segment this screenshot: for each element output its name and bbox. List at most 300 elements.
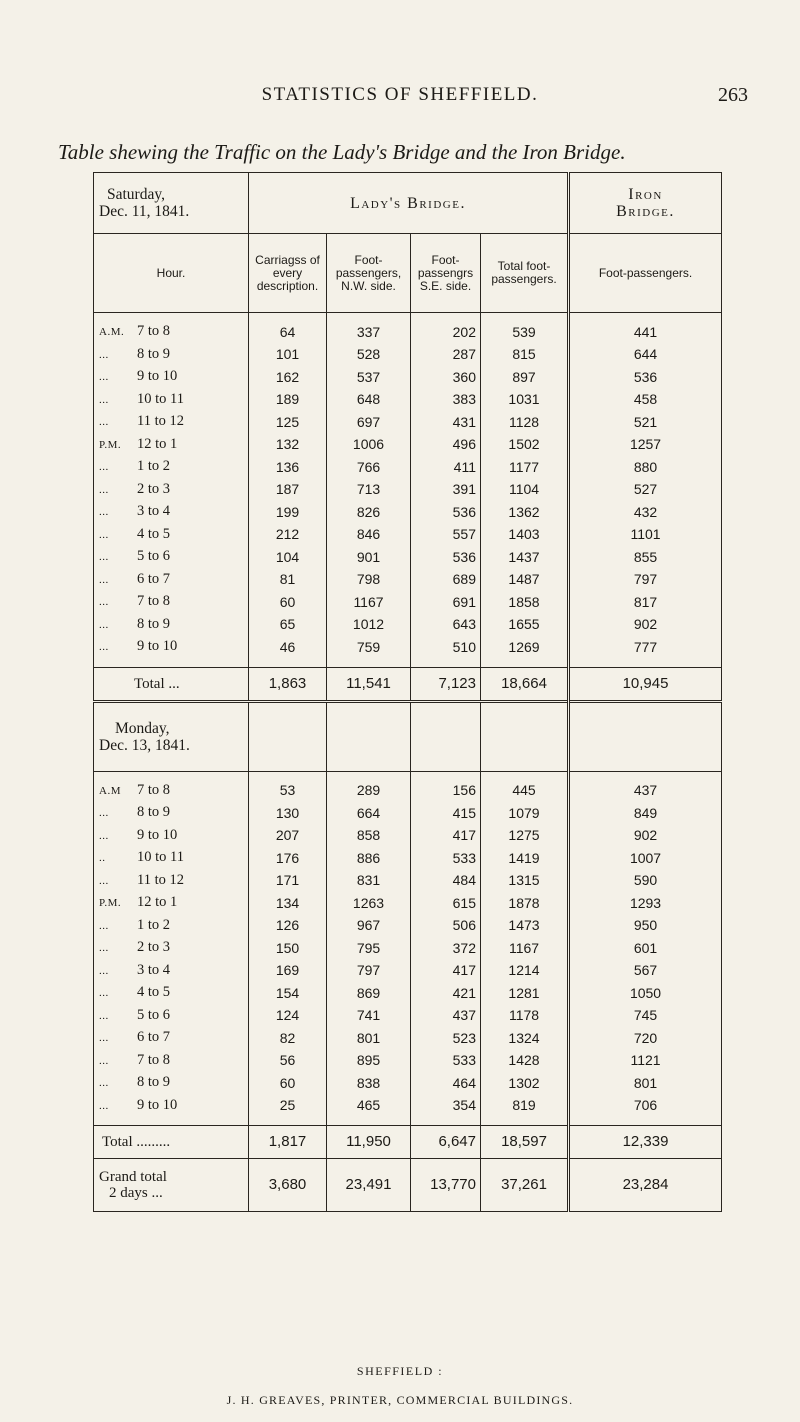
total-foot-cell: 1315 bbox=[481, 870, 569, 893]
hour-range: 3 to 4 bbox=[137, 961, 171, 978]
carriages-cell: 187 bbox=[249, 479, 327, 502]
carriages-cell: 169 bbox=[249, 960, 327, 983]
meridiem-label: ... bbox=[99, 1077, 109, 1089]
hour-cell bbox=[94, 501, 249, 524]
foot-se-cell: 536 bbox=[411, 501, 481, 524]
foot-se-cell: 523 bbox=[411, 1027, 481, 1050]
foot-nw-cell: 797 bbox=[327, 960, 411, 983]
total-iron-foot: 10,945 bbox=[569, 667, 722, 701]
foot-nw-cell: 886 bbox=[327, 847, 411, 870]
total-foot-cell: 897 bbox=[481, 366, 569, 389]
foot-se-cell: 156 bbox=[411, 780, 481, 803]
total-foot-cell: 1177 bbox=[481, 456, 569, 479]
meridiem-label: ... bbox=[99, 506, 109, 518]
table-row bbox=[94, 847, 722, 870]
total-foot-cell: 1031 bbox=[481, 389, 569, 412]
saturday-title-line1: Saturday, bbox=[107, 186, 165, 203]
total-total-foot: 18,664 bbox=[481, 667, 569, 701]
carriages-cell: 176 bbox=[249, 847, 327, 870]
total-foot-cell: 1419 bbox=[481, 847, 569, 870]
foot-nw-cell: 1012 bbox=[327, 614, 411, 637]
table-row bbox=[94, 825, 722, 848]
carriages-cell: 56 bbox=[249, 1050, 327, 1073]
hour-cell bbox=[94, 524, 249, 547]
carriages-cell: 82 bbox=[249, 1027, 327, 1050]
carriages-cell: 60 bbox=[249, 1072, 327, 1095]
grand-carriages: 3,680 bbox=[249, 1159, 327, 1212]
hour-range: 9 to 10 bbox=[137, 368, 178, 384]
foot-nw-cell: 869 bbox=[327, 982, 411, 1005]
hour-cell bbox=[94, 847, 249, 870]
hour-cell bbox=[94, 389, 249, 412]
carriages-cell: 162 bbox=[249, 366, 327, 389]
total-carriages: 1,863 bbox=[249, 667, 327, 701]
spacer-cell bbox=[569, 1117, 722, 1126]
carriages-cell: 81 bbox=[249, 569, 327, 592]
total-foot-cell: 1437 bbox=[481, 546, 569, 569]
foot-se-cell: 417 bbox=[411, 960, 481, 983]
foot-nw-cell: 967 bbox=[327, 915, 411, 938]
iron-foot-cell: 644 bbox=[569, 344, 722, 367]
table-row bbox=[94, 636, 722, 659]
carriages-cell: 104 bbox=[249, 546, 327, 569]
meridiem-label: ... bbox=[99, 483, 109, 496]
hour-range: 7 to 8 bbox=[137, 1051, 171, 1068]
running-title: STATISTICS OF SHEFFIELD. bbox=[261, 84, 539, 105]
foot-se-cell: 536 bbox=[411, 546, 481, 569]
table-caption: Table shewing the Traffic on the Lady's Bridge and the Iron Bridge. bbox=[58, 140, 626, 164]
total-foot-cell: 1281 bbox=[481, 982, 569, 1005]
table-row bbox=[94, 569, 722, 592]
iron-foot-cell: 536 bbox=[569, 366, 722, 389]
hour-cell bbox=[94, 937, 249, 960]
total-foot-cell: 1178 bbox=[481, 1005, 569, 1028]
hour-cell bbox=[94, 1027, 249, 1050]
hour-cell bbox=[94, 780, 249, 803]
spacer-cell bbox=[411, 771, 481, 780]
table-row bbox=[94, 344, 722, 367]
col-iron-foot: Foot-passengers. bbox=[569, 234, 722, 313]
foot-nw-cell: 759 bbox=[327, 636, 411, 659]
foot-se-cell: 506 bbox=[411, 915, 481, 938]
iron-foot-cell: 902 bbox=[569, 614, 722, 637]
foot-nw-cell: 831 bbox=[327, 870, 411, 893]
table-row bbox=[94, 1005, 722, 1028]
meridiem-label: ... bbox=[99, 874, 109, 887]
foot-nw-cell: 1167 bbox=[327, 591, 411, 614]
iron-foot-cell: 817 bbox=[569, 591, 722, 614]
hour-cell bbox=[94, 825, 249, 848]
hour-cell bbox=[94, 344, 249, 367]
foot-se-cell: 287 bbox=[411, 344, 481, 367]
spacer-cell bbox=[481, 1117, 569, 1126]
meridiem-label: A.M bbox=[99, 784, 121, 797]
foot-nw-cell: 537 bbox=[327, 366, 411, 389]
hour-cell bbox=[94, 636, 249, 659]
hour-range: 9 to 10 bbox=[137, 1096, 178, 1113]
total-foot-cell: 1269 bbox=[481, 636, 569, 659]
carriages-cell: 64 bbox=[249, 321, 327, 344]
iron-foot-cell: 567 bbox=[569, 960, 722, 983]
total-foot-cell: 819 bbox=[481, 1095, 569, 1118]
meridiem-label: ... bbox=[99, 528, 109, 541]
total-foot-se: 6,647 bbox=[411, 1126, 481, 1159]
hour-range: 6 to 7 bbox=[137, 1029, 171, 1045]
foot-se-cell: 202 bbox=[411, 321, 481, 344]
hour-range: 8 to 9 bbox=[137, 1074, 171, 1090]
monday-title bbox=[94, 701, 249, 771]
meridiem-label: ... bbox=[99, 461, 109, 473]
table-row bbox=[94, 501, 722, 524]
total-foot-cell: 1502 bbox=[481, 434, 569, 457]
total-foot-cell: 1655 bbox=[481, 614, 569, 637]
foot-se-cell: 615 bbox=[411, 892, 481, 915]
total-foot-cell: 1403 bbox=[481, 524, 569, 547]
total-foot-cell: 1214 bbox=[481, 960, 569, 983]
foot-se-cell: 391 bbox=[411, 479, 481, 502]
foot-nw-cell: 648 bbox=[327, 389, 411, 412]
hour-cell bbox=[94, 1005, 249, 1028]
meridiem-label: ... bbox=[99, 596, 109, 608]
carriages-cell: 124 bbox=[249, 1005, 327, 1028]
hour-range: 7 to 8 bbox=[137, 781, 171, 798]
spacer-row bbox=[94, 313, 722, 322]
saturday-header-row bbox=[94, 173, 722, 234]
col-carriages: Carriagss of every description. bbox=[249, 234, 327, 313]
spacer-cell bbox=[249, 771, 327, 780]
col-hour: Hour. bbox=[94, 234, 249, 313]
table-row bbox=[94, 1027, 722, 1050]
table-row bbox=[94, 546, 722, 569]
hour-range: 11 to 12 bbox=[137, 413, 184, 429]
total-foot-cell: 1878 bbox=[481, 892, 569, 915]
empty-header-cell bbox=[569, 701, 722, 771]
iron-foot-cell: 777 bbox=[569, 636, 722, 659]
foot-nw-cell: 858 bbox=[327, 825, 411, 848]
foot-se-cell: 360 bbox=[411, 366, 481, 389]
table-row bbox=[94, 937, 722, 960]
foot-se-cell: 417 bbox=[411, 825, 481, 848]
carriages-cell: 101 bbox=[249, 344, 327, 367]
meridiem-label: .. bbox=[99, 852, 106, 864]
meridiem-label: ... bbox=[99, 1032, 109, 1044]
hour-range: 12 to 1 bbox=[137, 894, 178, 910]
spacer-row bbox=[94, 659, 722, 668]
total-total-foot: 18,597 bbox=[481, 1126, 569, 1159]
table-row bbox=[94, 1050, 722, 1073]
table-row bbox=[94, 389, 722, 412]
hour-cell bbox=[94, 1050, 249, 1073]
hour-cell bbox=[94, 434, 249, 457]
meridiem-label: ... bbox=[99, 393, 109, 406]
foot-se-cell: 689 bbox=[411, 569, 481, 592]
spacer-cell bbox=[411, 1117, 481, 1126]
foot-se-cell: 411 bbox=[411, 456, 481, 479]
hour-range: 8 to 9 bbox=[137, 804, 171, 820]
hour-cell bbox=[94, 892, 249, 915]
hour-cell bbox=[94, 479, 249, 502]
table-row bbox=[94, 982, 722, 1005]
carriages-cell: 207 bbox=[249, 825, 327, 848]
hour-cell bbox=[94, 366, 249, 389]
foot-se-cell: 421 bbox=[411, 982, 481, 1005]
iron-foot-cell: 1007 bbox=[569, 847, 722, 870]
iron-foot-cell: 745 bbox=[569, 1005, 722, 1028]
iron-foot-cell: 1101 bbox=[569, 524, 722, 547]
foot-se-cell: 533 bbox=[411, 1050, 481, 1073]
carriages-cell: 125 bbox=[249, 411, 327, 434]
hour-range: 4 to 5 bbox=[137, 984, 171, 1000]
foot-nw-cell: 846 bbox=[327, 524, 411, 547]
meridiem-label: ... bbox=[99, 919, 109, 932]
iron-foot-cell: 432 bbox=[569, 501, 722, 524]
foot-se-cell: 533 bbox=[411, 847, 481, 870]
carriages-cell: 132 bbox=[249, 434, 327, 457]
foot-se-cell: 691 bbox=[411, 591, 481, 614]
foot-se-cell: 354 bbox=[411, 1095, 481, 1118]
meridiem-label: ... bbox=[99, 641, 109, 653]
table-row bbox=[94, 1095, 722, 1118]
iron-foot-cell: 720 bbox=[569, 1027, 722, 1050]
total-foot-cell: 1428 bbox=[481, 1050, 569, 1073]
foot-nw-cell: 766 bbox=[327, 456, 411, 479]
column-header-row bbox=[94, 234, 722, 313]
grand-total-foot: 37,261 bbox=[481, 1159, 569, 1212]
iron-foot-cell: 590 bbox=[569, 870, 722, 893]
empty-header-cell bbox=[411, 701, 481, 771]
iron-foot-cell: 437 bbox=[569, 780, 722, 803]
grand-total-label-line1: Grand total bbox=[99, 1169, 167, 1185]
meridiem-label: ... bbox=[99, 371, 109, 383]
foot-nw-cell: 741 bbox=[327, 1005, 411, 1028]
foot-se-cell: 372 bbox=[411, 937, 481, 960]
foot-nw-cell: 1006 bbox=[327, 434, 411, 457]
hour-range: 7 to 8 bbox=[137, 323, 171, 339]
table-row bbox=[94, 892, 722, 915]
foot-se-cell: 557 bbox=[411, 524, 481, 547]
foot-nw-cell: 289 bbox=[327, 780, 411, 803]
carriages-cell: 199 bbox=[249, 501, 327, 524]
total-foot-cell: 1487 bbox=[481, 569, 569, 592]
iron-foot-cell: 1293 bbox=[569, 892, 722, 915]
hour-range: 10 to 11 bbox=[137, 849, 184, 865]
grand-total-label bbox=[94, 1159, 249, 1212]
carriages-cell: 189 bbox=[249, 389, 327, 412]
col-foot-se: Foot-passengrs S.E. side. bbox=[411, 234, 481, 313]
total-foot-cell: 1858 bbox=[481, 591, 569, 614]
hour-range: 8 to 9 bbox=[137, 345, 171, 362]
iron-bridge-line1: Iron bbox=[628, 186, 663, 203]
table-row bbox=[94, 366, 722, 389]
total-foot-cell: 1167 bbox=[481, 937, 569, 960]
total-iron-foot: 12,339 bbox=[569, 1126, 722, 1159]
hour-range: 11 to 12 bbox=[137, 871, 184, 888]
total-foot-nw: 11,950 bbox=[327, 1126, 411, 1159]
meridiem-label: ... bbox=[99, 942, 109, 954]
total-foot-cell: 1302 bbox=[481, 1072, 569, 1095]
empty-header-cell bbox=[327, 701, 411, 771]
hour-cell bbox=[94, 411, 249, 434]
carriages-cell: 46 bbox=[249, 636, 327, 659]
hour-range: 7 to 8 bbox=[137, 593, 171, 609]
foot-se-cell: 431 bbox=[411, 411, 481, 434]
spacer-cell bbox=[411, 659, 481, 668]
hour-range: 9 to 10 bbox=[137, 826, 178, 843]
spacer-cell bbox=[94, 771, 249, 780]
hour-range: 12 to 1 bbox=[137, 435, 178, 452]
hour-cell bbox=[94, 982, 249, 1005]
carriages-cell: 136 bbox=[249, 456, 327, 479]
meridiem-label: ... bbox=[99, 573, 109, 586]
running-head bbox=[0, 84, 800, 114]
table-row bbox=[94, 614, 722, 637]
foot-nw-cell: 826 bbox=[327, 501, 411, 524]
spacer-cell bbox=[249, 659, 327, 668]
imprint-city: SHEFFIELD : bbox=[356, 1364, 444, 1378]
spacer-cell bbox=[481, 659, 569, 668]
foot-nw-cell: 528 bbox=[327, 344, 411, 367]
carriages-cell: 130 bbox=[249, 802, 327, 825]
total-foot-cell: 1128 bbox=[481, 411, 569, 434]
grand-iron-foot: 23,284 bbox=[569, 1159, 722, 1212]
total-foot-cell: 1079 bbox=[481, 802, 569, 825]
total-foot-cell: 815 bbox=[481, 344, 569, 367]
hour-range: 2 to 3 bbox=[137, 939, 171, 955]
meridiem-label: ... bbox=[99, 807, 109, 819]
foot-se-cell: 510 bbox=[411, 636, 481, 659]
meridiem-label: ... bbox=[99, 416, 109, 428]
table-row bbox=[94, 321, 722, 344]
foot-se-cell: 415 bbox=[411, 802, 481, 825]
foot-nw-cell: 801 bbox=[327, 1027, 411, 1050]
imprint-printer: J. H. GREAVES, PRINTER, COMMERCIAL BUILDINGS. bbox=[226, 1393, 574, 1407]
foot-nw-cell: 697 bbox=[327, 411, 411, 434]
iron-bridge-header bbox=[569, 173, 722, 234]
total-foot-cell: 445 bbox=[481, 780, 569, 803]
ladys-bridge-header: Lady's Bridge. bbox=[249, 173, 569, 234]
hour-cell bbox=[94, 870, 249, 893]
table-row bbox=[94, 524, 722, 547]
monday-title-line1: Monday, bbox=[115, 719, 170, 737]
iron-foot-cell: 521 bbox=[569, 411, 722, 434]
iron-bridge-line2: Bridge. bbox=[616, 203, 675, 220]
foot-nw-cell: 798 bbox=[327, 569, 411, 592]
col-foot-nw: Foot-passengers, N.W. side. bbox=[327, 234, 411, 313]
iron-foot-cell: 880 bbox=[569, 456, 722, 479]
total-foot-nw: 11,541 bbox=[327, 667, 411, 701]
hour-cell bbox=[94, 915, 249, 938]
total-foot-cell: 1275 bbox=[481, 825, 569, 848]
spacer-cell bbox=[94, 659, 249, 668]
hour-cell bbox=[94, 569, 249, 592]
foot-nw-cell: 901 bbox=[327, 546, 411, 569]
total-foot-se: 7,123 bbox=[411, 667, 481, 701]
hour-range: 1 to 2 bbox=[137, 916, 171, 933]
total-carriages: 1,817 bbox=[249, 1126, 327, 1159]
table-row bbox=[94, 434, 722, 457]
carriages-cell: 150 bbox=[249, 937, 327, 960]
spacer-cell bbox=[94, 1117, 249, 1126]
iron-foot-cell: 855 bbox=[569, 546, 722, 569]
hour-range: 8 to 9 bbox=[137, 615, 171, 632]
foot-se-cell: 437 bbox=[411, 1005, 481, 1028]
foot-nw-cell: 465 bbox=[327, 1095, 411, 1118]
grand-foot-se: 13,770 bbox=[411, 1159, 481, 1212]
iron-foot-cell: 902 bbox=[569, 825, 722, 848]
iron-foot-cell: 458 bbox=[569, 389, 722, 412]
foot-nw-cell: 664 bbox=[327, 802, 411, 825]
grand-total-row bbox=[94, 1159, 722, 1212]
meridiem-label: ... bbox=[99, 551, 109, 563]
iron-foot-cell: 950 bbox=[569, 915, 722, 938]
iron-foot-cell: 1050 bbox=[569, 982, 722, 1005]
iron-foot-cell: 849 bbox=[569, 802, 722, 825]
carriages-cell: 60 bbox=[249, 591, 327, 614]
meridiem-label: ... bbox=[99, 1054, 109, 1067]
table-row bbox=[94, 591, 722, 614]
carriages-cell: 65 bbox=[249, 614, 327, 637]
meridiem-label: ... bbox=[99, 348, 109, 361]
table-row bbox=[94, 411, 722, 434]
hour-cell bbox=[94, 591, 249, 614]
foot-nw-cell: 337 bbox=[327, 321, 411, 344]
foot-se-cell: 484 bbox=[411, 870, 481, 893]
meridiem-label: ... bbox=[99, 618, 109, 631]
meridiem-label: P.M. bbox=[99, 438, 122, 451]
saturday-title-line2: Dec. 11, 1841. bbox=[99, 203, 190, 220]
spacer-cell bbox=[249, 1117, 327, 1126]
table-row bbox=[94, 780, 722, 803]
monday-header-row bbox=[94, 701, 722, 771]
total-foot-cell: 1324 bbox=[481, 1027, 569, 1050]
total-label: Total ......... bbox=[94, 1126, 249, 1159]
hour-cell bbox=[94, 546, 249, 569]
iron-foot-cell: 441 bbox=[569, 321, 722, 344]
hour-range: 2 to 3 bbox=[137, 480, 171, 497]
carriages-cell: 25 bbox=[249, 1095, 327, 1118]
hour-cell bbox=[94, 321, 249, 344]
hour-cell bbox=[94, 1072, 249, 1095]
total-label: Total ... bbox=[94, 667, 249, 701]
hour-range: 9 to 10 bbox=[137, 638, 178, 654]
saturday-total-row bbox=[94, 667, 722, 701]
spacer-cell bbox=[569, 771, 722, 780]
page-number: 263 bbox=[718, 84, 748, 106]
meridiem-label: P.M. bbox=[99, 897, 122, 909]
grand-foot-nw: 23,491 bbox=[327, 1159, 411, 1212]
grand-total-label-line2: 2 days ... bbox=[109, 1185, 163, 1201]
monday-title-line2: Dec. 13, 1841. bbox=[99, 736, 190, 754]
iron-foot-cell: 1121 bbox=[569, 1050, 722, 1073]
table-row bbox=[94, 870, 722, 893]
foot-nw-cell: 795 bbox=[327, 937, 411, 960]
hour-range: 10 to 11 bbox=[137, 390, 184, 407]
total-foot-cell: 1473 bbox=[481, 915, 569, 938]
foot-se-cell: 496 bbox=[411, 434, 481, 457]
total-foot-cell: 1362 bbox=[481, 501, 569, 524]
iron-foot-cell: 801 bbox=[569, 1072, 722, 1095]
meridiem-label: ... bbox=[99, 1009, 109, 1022]
spacer-cell bbox=[481, 771, 569, 780]
empty-header-cell bbox=[481, 701, 569, 771]
iron-foot-cell: 706 bbox=[569, 1095, 722, 1118]
table-row bbox=[94, 802, 722, 825]
foot-se-cell: 643 bbox=[411, 614, 481, 637]
spacer-row bbox=[94, 771, 722, 780]
traffic-table bbox=[93, 172, 722, 1212]
spacer-row bbox=[94, 1117, 722, 1126]
table-row bbox=[94, 1072, 722, 1095]
